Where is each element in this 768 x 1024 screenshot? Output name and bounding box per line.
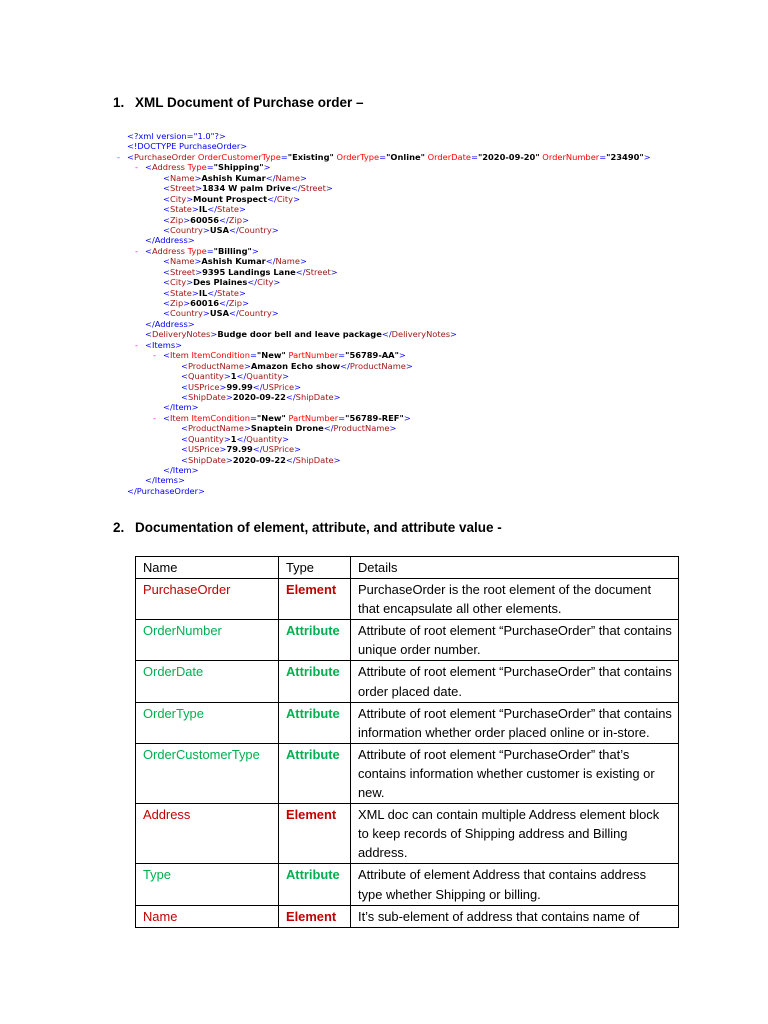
header-name: Name xyxy=(136,557,279,579)
xml-listing xyxy=(113,131,651,496)
xml-address-shipping-open: - <Address Type="Shipping"> xyxy=(135,162,271,173)
row-details: Attribute of root element “PurchaseOrder” that’s contains information whether customer is existing or new. xyxy=(351,743,679,803)
row-name: Type xyxy=(136,864,279,905)
xml-items-close: </Items> xyxy=(145,475,185,486)
xml-item-close: </Item> xyxy=(163,465,199,475)
xml-item-open: - <Item ItemCondition="New" PartNumber="56789-REF"> xyxy=(153,412,411,423)
table-row xyxy=(136,804,679,864)
table-row xyxy=(136,620,679,661)
table-row xyxy=(136,661,679,702)
row-details: Attribute of root element “PurchaseOrder” that contains unique order number. xyxy=(351,620,679,661)
row-details: PurchaseOrder is the root element of the document that encapsulate all other elements. xyxy=(351,579,679,620)
collapse-toggle[interactable]: - xyxy=(135,162,138,173)
row-details: XML doc can contain multiple Address element block to keep records of Shipping address and Billing address. xyxy=(351,804,679,864)
row-name: OrderCustomerType xyxy=(136,743,279,803)
row-name: Name xyxy=(136,905,279,927)
xml-line: <Street>1834 W palm Drive</Street> xyxy=(163,183,333,194)
table-row xyxy=(136,905,679,927)
xml-line: <USPrice>99.99</USPrice> xyxy=(181,381,302,392)
row-type: Element xyxy=(279,804,351,864)
row-details: It’s sub-element of address that contains name of xyxy=(351,905,679,927)
xml-address-close: </Address> xyxy=(145,318,195,329)
row-name: OrderType xyxy=(136,702,279,743)
section-1-title: XML Document of Purchase order – xyxy=(135,95,364,110)
row-name: Address xyxy=(136,804,279,864)
collapse-toggle[interactable]: - xyxy=(153,350,156,361)
row-type: Attribute xyxy=(279,661,351,702)
xml-line: <Country>USA</Country> xyxy=(163,308,279,319)
xml-line: <Country>USA</Country> xyxy=(163,224,279,235)
xml-line: <City>Des Plaines</City> xyxy=(163,277,281,288)
section-1-number: 1. xyxy=(113,95,125,110)
row-details: Attribute of element Address that contains address type whether Shipping or billing. xyxy=(351,864,679,905)
xml-line: <Quantity>1</Quantity> xyxy=(181,371,290,382)
xml-line: <State>IL</State> xyxy=(163,204,246,215)
xml-line: <ShipDate>2020-09-22</ShipDate> xyxy=(181,391,341,402)
collapse-toggle[interactable]: - xyxy=(153,412,156,423)
xml-delivery-notes: <DeliveryNotes>Budge door bell and leave package</DeliveryNotes> xyxy=(145,329,457,340)
xml-line: <Zip>60056</Zip> xyxy=(163,214,250,225)
xml-item-open: - <Item ItemCondition="New" PartNumber="56789-AA"> xyxy=(153,350,406,361)
xml-declaration: <?xml version="1.0"?> xyxy=(127,131,226,141)
xml-items-open: - <Items> xyxy=(135,339,183,350)
row-name: PurchaseOrder xyxy=(136,579,279,620)
header-type: Type xyxy=(279,557,351,579)
table-row xyxy=(136,702,679,743)
xml-address-billing-open: - <Address Type="Billing"> xyxy=(135,245,259,256)
xml-line: <ShipDate>2020-09-22</ShipDate> xyxy=(181,454,341,465)
row-type: Element xyxy=(279,579,351,620)
xml-line: <Quantity>1</Quantity> xyxy=(181,433,290,444)
table-row xyxy=(136,579,679,620)
xml-line: <ProductName>Snaptein Drone</ProductName> xyxy=(181,423,397,434)
collapse-toggle[interactable]: - xyxy=(117,151,120,162)
xml-line: <USPrice>79.99</USPrice> xyxy=(181,444,302,455)
xml-line: <Name>Ashish Kumar</Name> xyxy=(163,172,307,183)
row-name: OrderDate xyxy=(136,661,279,702)
xml-line: <Name>Ashish Kumar</Name> xyxy=(163,256,307,267)
row-type: Attribute xyxy=(279,864,351,905)
row-type: Element xyxy=(279,905,351,927)
table-row xyxy=(136,864,679,905)
table-row xyxy=(136,743,679,803)
table-header-row xyxy=(136,557,679,579)
section-1-heading xyxy=(113,95,364,110)
xml-item-close: </Item> xyxy=(163,402,199,413)
xml-line: <ProductName>Amazon Echo show</ProductName> xyxy=(181,360,413,371)
row-type: Attribute xyxy=(279,702,351,743)
xml-address-close: </Address> xyxy=(145,235,195,246)
collapse-toggle[interactable]: - xyxy=(135,339,138,350)
header-details: Details xyxy=(351,557,679,579)
xml-line: <Street>9395 Landings Lane</Street> xyxy=(163,266,338,277)
section-2-title: Documentation of element, attribute, and attribute value - xyxy=(135,520,502,535)
xml-line: <City>Mount Prospect</City> xyxy=(163,193,301,204)
row-details: Attribute of root element “PurchaseOrder” that contains order placed date. xyxy=(351,661,679,702)
collapse-toggle[interactable]: - xyxy=(135,245,138,256)
xml-doctype: <!DOCTYPE PurchaseOrder> xyxy=(127,141,248,152)
documentation-table xyxy=(135,556,679,928)
section-2-heading xyxy=(113,520,502,535)
row-type: Attribute xyxy=(279,620,351,661)
section-2-number: 2. xyxy=(113,520,125,535)
xml-purchaseorder-open: - <PurchaseOrder OrderCustomerType="Existing" OrderType="Online" OrderDate="2020-09-20" OrderNumber="23490"> xyxy=(117,151,651,162)
xml-line: <State>IL</State> xyxy=(163,287,246,298)
xml-purchaseorder-close: </PurchaseOrder> xyxy=(127,485,205,496)
xml-line: <Zip>60016</Zip> xyxy=(163,298,250,308)
row-details: Attribute of root element “PurchaseOrder” that contains information whether order placed online or in-store. xyxy=(351,702,679,743)
row-type: Attribute xyxy=(279,743,351,803)
row-name: OrderNumber xyxy=(136,620,279,661)
